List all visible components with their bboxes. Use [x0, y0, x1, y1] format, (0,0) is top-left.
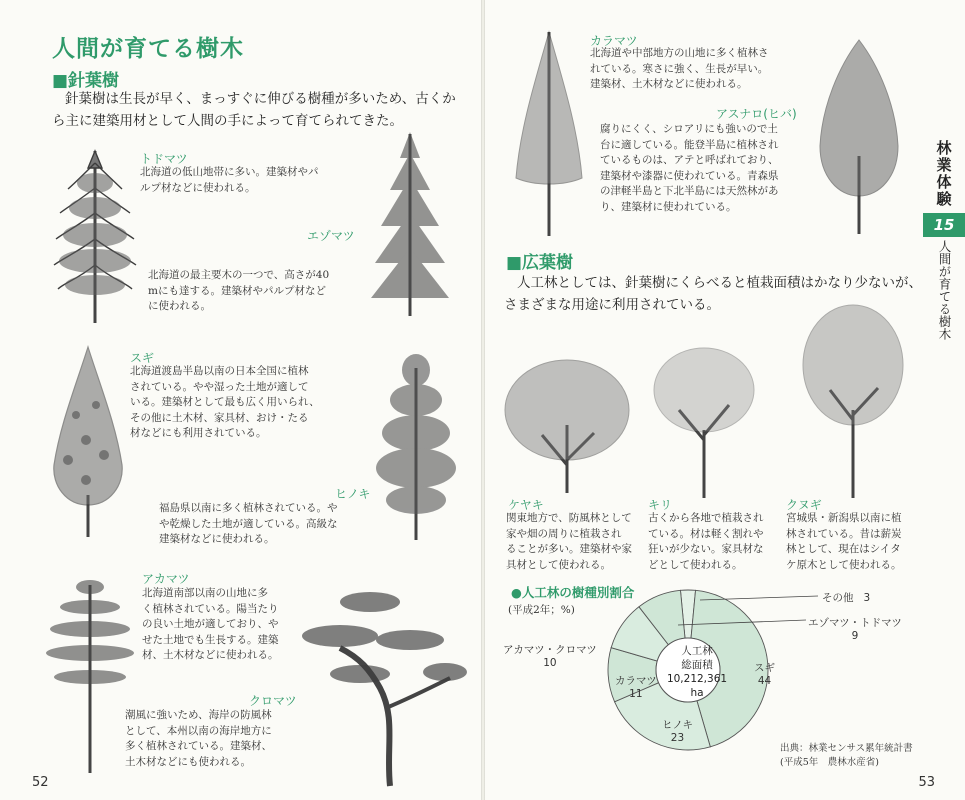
desc-line: 建築材、土木材などに使われる。 [590, 78, 748, 90]
leader-line-other [700, 596, 818, 600]
slice-label-karamatsu [615, 673, 657, 700]
tree-desc-ezomatsu [148, 268, 329, 315]
tree-desc-todomatsu [140, 165, 319, 196]
slice-name: カラマツ [615, 675, 657, 687]
karamatsu-illustration [504, 28, 594, 238]
tree-desc-kunugi [786, 511, 902, 573]
slice-name: その他 [822, 592, 854, 604]
intro-line: さまざまな用途に利用されている。 [504, 297, 720, 313]
tree-desc-sugi [130, 364, 320, 442]
center-line: ha [690, 687, 704, 699]
tree-name-todomatsu: トドマツ [140, 152, 188, 166]
tree-name-kiri: キリ [648, 498, 673, 512]
slice-label-hinoki [662, 717, 693, 744]
desc-line: 材、土木材などに使われる。 [142, 649, 279, 661]
desc-line: 材などにも利用されている。 [130, 427, 267, 439]
side-tab-number-box [923, 213, 965, 237]
tree-name-sugi: スギ [130, 351, 155, 365]
chart-source [780, 742, 913, 770]
desc-line: 家や畑の周りに植栽され [506, 527, 622, 540]
left-page [0, 0, 482, 800]
sugi-illustration [46, 345, 130, 540]
center-line: 人工林 [681, 645, 713, 657]
desc-line: されている。やや湿った土地が適して [130, 380, 309, 393]
desc-line: 林として、現在はシイタ [786, 543, 901, 555]
slice-value: 44 [757, 675, 772, 687]
desc-line: く植林されている。陽当たり [142, 602, 279, 615]
tree-name-keyaki: ケヤキ [508, 498, 544, 512]
slice-value: 11 [629, 688, 643, 700]
desc-line: 土木材などにも使われる。 [125, 755, 251, 768]
slice-name: アカマツ・クロマツ [503, 644, 597, 656]
kuromatsu-illustration [300, 588, 470, 788]
kunugi-illustration [798, 300, 908, 500]
slice-name: スギ [754, 662, 775, 674]
tree-desc-kiri [648, 511, 764, 573]
desc-line: 宮城県・新潟県以南に植 [786, 512, 902, 524]
section-heading-broadleaf: ■広葉樹 [506, 253, 574, 273]
desc-line: ケ原木として使われる。 [786, 558, 902, 571]
desc-line: ることが多い。建築材や家 [506, 543, 632, 555]
hinoki-illustration [372, 348, 460, 543]
tree-name-kuromatsu: クロマツ [249, 694, 297, 708]
desc-line: どとして使われる。 [648, 558, 743, 571]
source-line: 出典：林業センサス累年統計書 [780, 743, 913, 754]
desc-line: 関東地方で、防風林として [506, 512, 632, 524]
desc-line: 狂いが少ない。家具材な [648, 543, 764, 555]
intro-line: ら主に建築用材として人間の手によって育てられてきた。 [52, 113, 403, 129]
center-line: 総面積 [681, 659, 713, 671]
slice-value: 3 [863, 592, 871, 604]
tree-name-asunaro: アスナロ(ヒバ) [716, 107, 797, 121]
desc-line: れている。寒さに強く、生長が早い。 [590, 62, 769, 75]
desc-line: 福島県以南に多く植林されている。や [159, 502, 338, 514]
tree-desc-kuromatsu [125, 708, 272, 770]
tree-name-akamatsu: アカマツ [142, 572, 190, 586]
desc-line: に使われる。 [148, 300, 211, 312]
desc-line: 台に適している。能登半島に植林され [600, 138, 779, 151]
side-tab-topic [923, 240, 965, 350]
slice-label-sugi [754, 660, 775, 687]
chart-title: ●人工林の樹種別割合 [511, 585, 635, 600]
keyaki-illustration [502, 355, 632, 495]
desc-line: せた土地でも生長する。建築 [142, 633, 279, 646]
ezomatsu-illustration [365, 128, 455, 318]
desc-line: ルプ材などに使われる。 [140, 181, 256, 194]
slice-label-akamatsu [503, 642, 597, 669]
desc-line: 北海道の最主要木の一つで、高さが40 [148, 269, 330, 281]
desc-line: 多く植林されている。建築材、 [125, 740, 272, 752]
leader-lines [660, 590, 830, 660]
leader-line-ezomatsu [678, 620, 806, 625]
tree-desc-karamatsu [590, 46, 769, 93]
tree-name-hinoki: ヒノキ [335, 487, 371, 501]
slice-value: 23 [670, 732, 685, 744]
side-tab-chapter [923, 140, 965, 212]
slice-name: ヒノキ [662, 719, 693, 731]
desc-line: 北海道南部以南の山地に多 [142, 587, 268, 599]
tree-desc-asunaro [600, 122, 779, 215]
desc-line: として、本州以南の海岸地方に [125, 724, 272, 737]
tree-name-karamatsu: カラマツ [590, 34, 638, 48]
kiri-illustration [649, 340, 759, 500]
desc-line: 林されている。昔は薪炭 [786, 527, 902, 540]
side-tab-topic-label: 人間が育てる樹木 [937, 240, 952, 340]
asunaro-illustration [814, 36, 904, 236]
side-tab-number: 15 [933, 216, 955, 234]
desc-line: や乾燥した土地が適している。高級な [159, 517, 338, 530]
desc-line: その他に土木材、家具材、おけ・たる [130, 411, 309, 424]
slice-name: エゾマツ・トドマツ [808, 617, 902, 629]
intro-line: 針葉樹は生長が早く、まっすぐに伸びる樹種が多いため、古くか [65, 91, 456, 107]
desc-line: 腐りにくく、シロアリにも強いので土 [600, 123, 778, 135]
todomatsu-illustration [50, 143, 140, 325]
slice-value: 9 [851, 630, 859, 642]
desc-line: 建築材などに使われる。 [159, 533, 275, 545]
tree-name-ezomatsu: エゾマツ [307, 229, 355, 243]
akamatsu-illustration [42, 575, 138, 775]
desc-line: ているものは、アテと呼ばれており、 [600, 154, 779, 166]
desc-line: り、建築材に使われている。 [600, 200, 737, 213]
center-line: 10,212,361 [666, 673, 728, 685]
tree-desc-keyaki [506, 511, 632, 573]
desc-line: mにも達する。建築材やパルプ材など [148, 284, 326, 297]
desc-line: 具材として使われる。 [506, 558, 611, 571]
page-number-left: 52 [32, 775, 49, 790]
tree-desc-hinoki [159, 501, 338, 548]
desc-line: 建築材や漆器に使われている。青森県 [600, 169, 779, 182]
desc-line: 古くから各地で植栽され [648, 512, 764, 524]
tree-name-kunugi: クヌギ [786, 498, 822, 512]
desc-line: の良い土地が適しており、や [142, 618, 279, 630]
page-title: 人間が育てる樹木 [52, 36, 244, 62]
chart-subtitle: (平成2年；%) [508, 604, 575, 616]
intro-line: 人工林としては、針葉樹にくらべると植栽面積はかなり少ないが、 [517, 275, 922, 291]
desc-line: 北海道の低山地帯に多い。建築材やパ [140, 166, 319, 178]
section-heading-conifer: ■針葉樹 [52, 71, 120, 91]
desc-line: いる。建築材として最も広く用いられ、 [130, 396, 320, 408]
side-tab-chapter-label: 林業体験 [934, 140, 953, 208]
desc-line: ている。材は軽く割れや [648, 527, 764, 540]
desc-line: 北海道渡島半島以南の日本全国に植林 [130, 365, 309, 377]
page-number-right: 53 [918, 775, 935, 790]
slice-value: 10 [543, 657, 557, 669]
conifer-intro [52, 88, 456, 132]
desc-line: の津軽半島と下北半島には天然林があ [600, 185, 779, 197]
desc-line: 潮風に強いため、海岸の防風林 [125, 709, 272, 721]
desc-line: 北海道や中部地方の山地に多く植林さ [590, 47, 769, 59]
tree-desc-akamatsu [142, 586, 279, 664]
source-line: (平成5年 農林水産省) [780, 757, 879, 768]
